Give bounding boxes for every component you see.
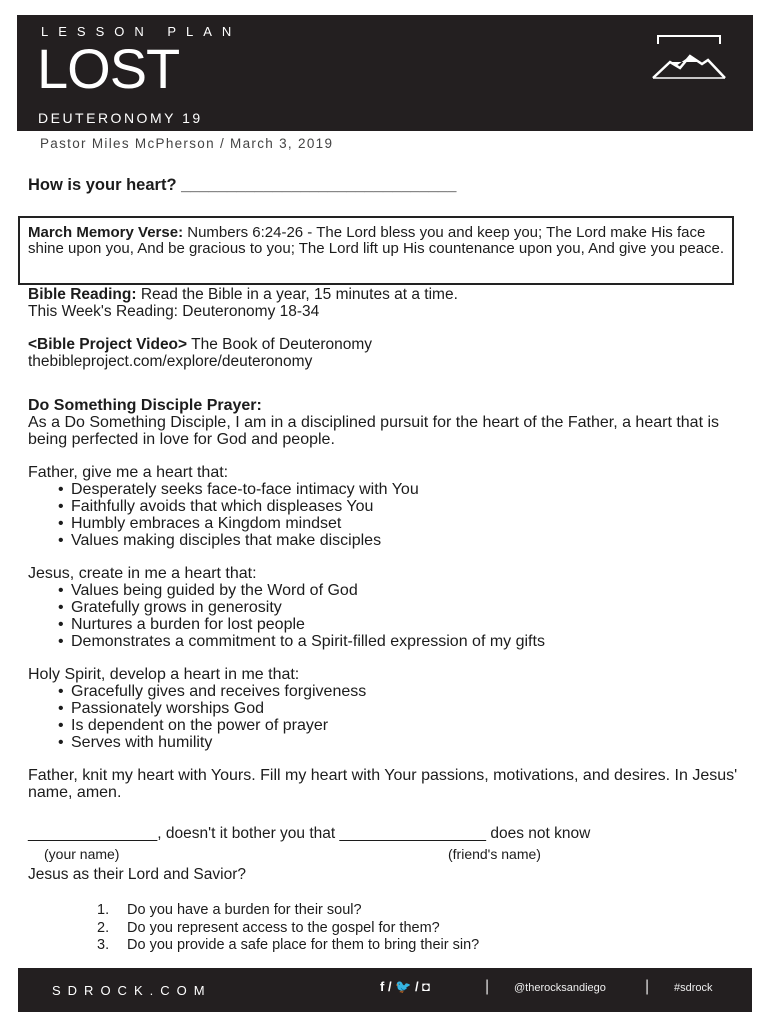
your-name-hint: (your name) (44, 846, 120, 862)
video-title: The Book of Deuteronomy (187, 336, 373, 353)
lesson-header (17, 15, 753, 131)
heart-question: How is your heart? ______________________________ (28, 176, 457, 194)
hashtag[interactable]: #sdrock (674, 982, 713, 994)
list-item: 1. Do you have a burden for their soul? (97, 902, 362, 918)
list-item: • Desperately seeks face-to-face intimacy with You (58, 481, 753, 498)
list-item: • Gratefully grows in generosity (58, 599, 753, 616)
jesus-heading: Jesus, create in me a heart that: (28, 565, 257, 582)
lesson-subtitle: DEUTERONOMY 19 (38, 110, 203, 126)
bible-project-video (28, 337, 372, 370)
prayer-intro: As a Do Something Disciple, I am in a disciplined pursuit for the heart of the Father, a heart that is being perfected in love for God and people. (28, 414, 720, 448)
list-item: • Faithfully avoids that which displeases You (58, 498, 753, 515)
lesson-title: LOST (37, 37, 180, 100)
list-item: • Nurtures a burden for lost people (58, 616, 753, 633)
memory-verse-text: Numbers 6:24-26 - The Lord bless you and keep you; The Lord make His face shine upon you, And be gracious to you; The Lord lift up His countenance upon you, And give you peace. (28, 224, 725, 257)
father-list (28, 481, 753, 549)
prayer-heading: Do Something Disciple Prayer: (28, 397, 262, 414)
disciple-prayer (28, 397, 753, 801)
mountain-rock-logo-icon (650, 32, 728, 84)
bible-reading-text: Read the Bible in a year, 15 minutes at a time. (136, 286, 458, 303)
bible-reading (28, 287, 458, 320)
memory-verse-label: March Memory Verse: (28, 224, 184, 241)
reflection-questions (97, 902, 479, 955)
footer-divider: | (485, 978, 490, 995)
website-link[interactable]: SDROCK.COM (52, 983, 212, 998)
jesus-list (28, 582, 753, 650)
father-heading: Father, give me a heart that: (28, 464, 229, 481)
social-handle[interactable]: @therocksandiego (514, 982, 606, 994)
spirit-list (28, 683, 753, 751)
lesson-kicker: LESSON PLAN (41, 24, 242, 39)
spirit-heading: Holy Spirit, develop a heart in me that: (28, 666, 300, 683)
list-item: • Demonstrates a commitment to a Spirit-filled expression of my gifts (58, 633, 753, 650)
fill-in-line: _______________, doesn't it bother you that _________________ does not know (28, 825, 591, 842)
list-item: • Is dependent on the power of prayer (58, 717, 753, 734)
list-item: • Serves with humility (58, 734, 753, 751)
byline: Pastor Miles McPherson / March 3, 2019 (40, 136, 334, 151)
fill-in-tail: Jesus as their Lord and Savior? (28, 866, 246, 883)
list-item: 3. Do you provide a safe place for them to bring their sin? (97, 937, 480, 953)
video-label: <Bible Project Video> (28, 336, 188, 353)
video-url: thebibleproject.com/explore/deuteronomy (28, 352, 313, 370)
friend-name-hint: (friend's name) (448, 846, 541, 862)
list-item: • Passionately worships God (58, 700, 753, 717)
social-icons[interactable]: f / 🐦 / ◘ (380, 979, 431, 994)
weekly-reading: This Week's Reading: Deuteronomy 18-34 (28, 302, 320, 320)
footer-divider: | (645, 978, 650, 995)
list-item: • Humbly embraces a Kingdom mindset (58, 515, 753, 532)
prayer-closing: Father, knit my heart with Yours. Fill my heart with Your passions, motivations, and desires. In Jesus' name, amen. (28, 767, 738, 801)
list-item: 2. Do you represent access to the gospel for them? (97, 919, 440, 936)
list-item: • Values being guided by the Word of God (58, 582, 753, 599)
list-item: • Gracefully gives and receives forgiveness (58, 683, 753, 700)
footer-bar (18, 968, 752, 1012)
list-item: • Values making disciples that make disciples (58, 532, 753, 549)
memory-verse-box (18, 216, 734, 285)
bible-reading-label: Bible Reading: (28, 286, 137, 303)
